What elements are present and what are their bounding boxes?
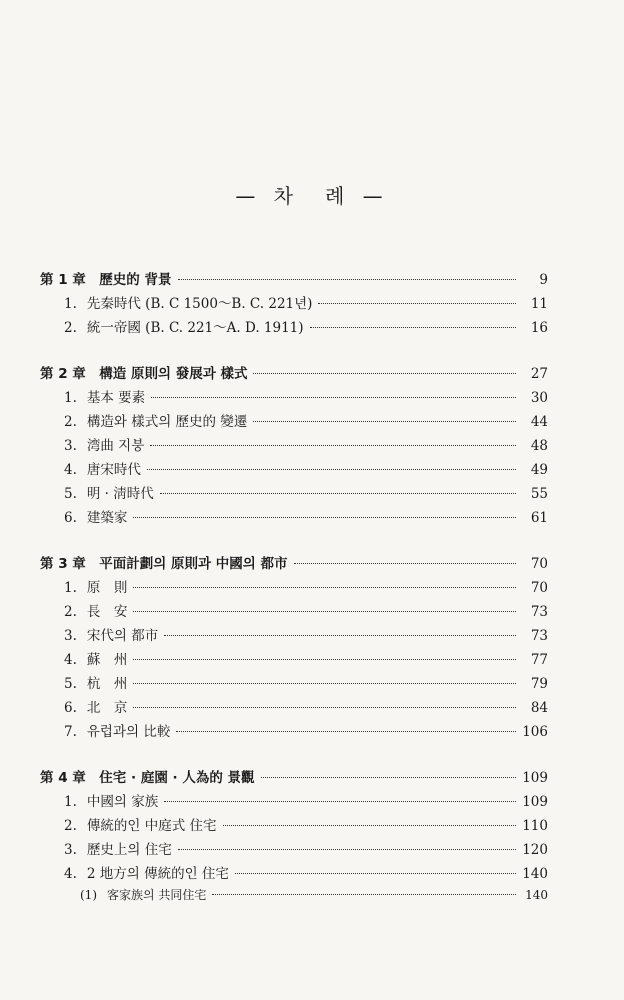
page-number: 140 bbox=[525, 888, 548, 902]
section-number: 5. bbox=[64, 486, 77, 502]
toc-entry[interactable] bbox=[40, 458, 548, 482]
page-number: 73 bbox=[530, 628, 548, 644]
dot-leader bbox=[310, 327, 516, 328]
page-number: 73 bbox=[530, 604, 548, 620]
section-number: 2. bbox=[64, 320, 77, 336]
page-number: 109 bbox=[522, 794, 548, 810]
page-number: 84 bbox=[530, 700, 548, 716]
dot-leader bbox=[151, 397, 516, 398]
page-number: 106 bbox=[522, 724, 548, 740]
toc-entry[interactable] bbox=[40, 814, 548, 838]
page-number: 120 bbox=[522, 842, 548, 858]
page-number: 77 bbox=[530, 652, 548, 668]
section-number: 5. bbox=[64, 676, 77, 692]
toc-entry[interactable] bbox=[40, 790, 548, 814]
section-number: 1. bbox=[64, 794, 77, 810]
page-number: 44 bbox=[530, 414, 548, 430]
page-number: 49 bbox=[530, 462, 548, 478]
toc-entry[interactable] bbox=[40, 482, 548, 506]
section-number: 2. bbox=[64, 414, 77, 430]
toc-entry[interactable] bbox=[40, 648, 548, 672]
dot-leader bbox=[133, 659, 516, 660]
section-label: 明 · 淸時代 bbox=[86, 486, 154, 502]
dot-leader bbox=[178, 849, 516, 850]
chapter-heading[interactable] bbox=[40, 552, 548, 576]
section-label: 宋代의 都市 bbox=[86, 628, 159, 644]
toc-entry[interactable] bbox=[40, 624, 548, 648]
toc-entry[interactable] bbox=[40, 316, 548, 340]
chapter-2 bbox=[40, 362, 548, 530]
chapter-heading[interactable] bbox=[40, 766, 548, 790]
section-label: 傳統的인 中庭式 住宅 bbox=[86, 818, 217, 834]
dot-leader bbox=[160, 493, 516, 494]
chapter-heading[interactable] bbox=[40, 362, 548, 386]
section-label: 唐宋時代 bbox=[86, 462, 141, 478]
dot-leader bbox=[133, 707, 516, 708]
section-number: 1. bbox=[64, 580, 77, 596]
section-label: 長 安 bbox=[86, 604, 128, 620]
section-number: 3. bbox=[64, 842, 77, 858]
page-title: — 차 례 — bbox=[235, 184, 389, 208]
chapter-label: 第 3 章 平面計劃의 原則과 中國의 都市 bbox=[40, 556, 288, 572]
chapter-3 bbox=[40, 552, 548, 744]
toc-entry[interactable] bbox=[40, 838, 548, 862]
section-label: 基本 要素 bbox=[86, 390, 146, 406]
dot-leader bbox=[147, 469, 516, 470]
dot-leader bbox=[133, 517, 516, 518]
section-label: 歷史上의 住宅 bbox=[86, 842, 172, 858]
dot-leader bbox=[178, 279, 517, 280]
chapter-label: 第 4 章 住宅 · 庭園 · 人為的 景觀 bbox=[40, 770, 255, 786]
dot-leader bbox=[212, 894, 516, 895]
dot-leader bbox=[133, 587, 516, 588]
section-label: 杭 州 bbox=[86, 676, 128, 692]
section-number: 6. bbox=[64, 700, 77, 716]
dot-leader bbox=[164, 801, 516, 802]
section-label: 統一帝國 (B. C. 221～A. D. 1911) bbox=[86, 320, 304, 336]
page-number: 27 bbox=[530, 366, 548, 382]
toc-entry[interactable] bbox=[40, 386, 548, 410]
section-number: 3. bbox=[64, 628, 77, 644]
section-label: 先秦時代 (B. C 1500～B. C. 221년) bbox=[86, 296, 313, 312]
toc-entry[interactable] bbox=[40, 292, 548, 316]
page-number: 9 bbox=[539, 272, 548, 288]
dot-leader bbox=[223, 825, 516, 826]
section-label: 構造와 樣式의 歷史的 變遷 bbox=[86, 414, 248, 430]
dot-leader bbox=[294, 563, 516, 564]
section-number: 7. bbox=[64, 724, 77, 740]
page-number: 11 bbox=[530, 296, 548, 312]
toc-subentry[interactable] bbox=[40, 886, 548, 910]
section-label: 유럽과의 比較 bbox=[86, 724, 171, 740]
section-number: 6. bbox=[64, 510, 77, 526]
toc-entry[interactable] bbox=[40, 410, 548, 434]
chapter-1 bbox=[40, 268, 548, 340]
section-number: 4. bbox=[64, 462, 77, 478]
page-number: 110 bbox=[522, 818, 548, 834]
dot-leader bbox=[150, 445, 516, 446]
dot-leader bbox=[318, 303, 516, 304]
toc-entry[interactable] bbox=[40, 600, 548, 624]
chapter-4 bbox=[40, 766, 548, 910]
toc-entry[interactable] bbox=[40, 506, 548, 530]
subsection-label: 客家族의 共同住宅 bbox=[107, 888, 207, 902]
dot-leader bbox=[261, 777, 516, 778]
page-number: 16 bbox=[530, 320, 548, 336]
toc-entry[interactable] bbox=[40, 672, 548, 696]
chapter-label: 第 1 章 歷史的 背景 bbox=[40, 272, 172, 288]
section-number: 2. bbox=[64, 818, 77, 834]
dot-leader bbox=[253, 373, 516, 374]
section-label: 建築家 bbox=[86, 510, 128, 526]
subsection-number: (1) bbox=[80, 888, 97, 902]
chapter-label: 第 2 章 構造 原則의 發展과 樣式 bbox=[40, 366, 248, 382]
toc-entry[interactable] bbox=[40, 434, 548, 458]
toc-entry[interactable] bbox=[40, 576, 548, 600]
toc-entry[interactable] bbox=[40, 862, 548, 886]
section-label: 中國의 家族 bbox=[86, 794, 159, 810]
section-number: 3. bbox=[64, 438, 77, 454]
page-number: 70 bbox=[530, 580, 548, 596]
page-number: 48 bbox=[530, 438, 548, 454]
section-label: 2 地方의 傳統的인 住宅 bbox=[86, 866, 229, 882]
page-number: 140 bbox=[522, 866, 548, 882]
section-label: 蘇 州 bbox=[86, 652, 128, 668]
page-number: 79 bbox=[530, 676, 548, 692]
section-label: 湾曲 지붕 bbox=[86, 438, 145, 454]
page-number: 61 bbox=[530, 510, 548, 526]
page-number: 55 bbox=[530, 486, 548, 502]
section-number: 2. bbox=[64, 604, 77, 620]
toc-entry[interactable] bbox=[40, 720, 548, 744]
section-number: 1. bbox=[64, 390, 77, 406]
toc-entry[interactable] bbox=[40, 696, 548, 720]
section-label: 原 則 bbox=[86, 580, 128, 596]
section-number: 4. bbox=[64, 866, 77, 882]
chapter-heading[interactable] bbox=[40, 268, 548, 292]
section-label: 北 京 bbox=[86, 700, 128, 716]
dot-leader bbox=[133, 611, 516, 612]
section-number: 1. bbox=[64, 296, 77, 312]
page-number: 70 bbox=[530, 556, 548, 572]
page-number: 109 bbox=[522, 770, 548, 786]
dot-leader bbox=[133, 683, 516, 684]
section-number: 4. bbox=[64, 652, 77, 668]
dot-leader bbox=[253, 421, 516, 422]
dot-leader bbox=[235, 873, 516, 874]
table-of-contents bbox=[40, 268, 548, 932]
dot-leader bbox=[176, 731, 516, 732]
page-number: 30 bbox=[530, 390, 548, 406]
dot-leader bbox=[164, 635, 516, 636]
